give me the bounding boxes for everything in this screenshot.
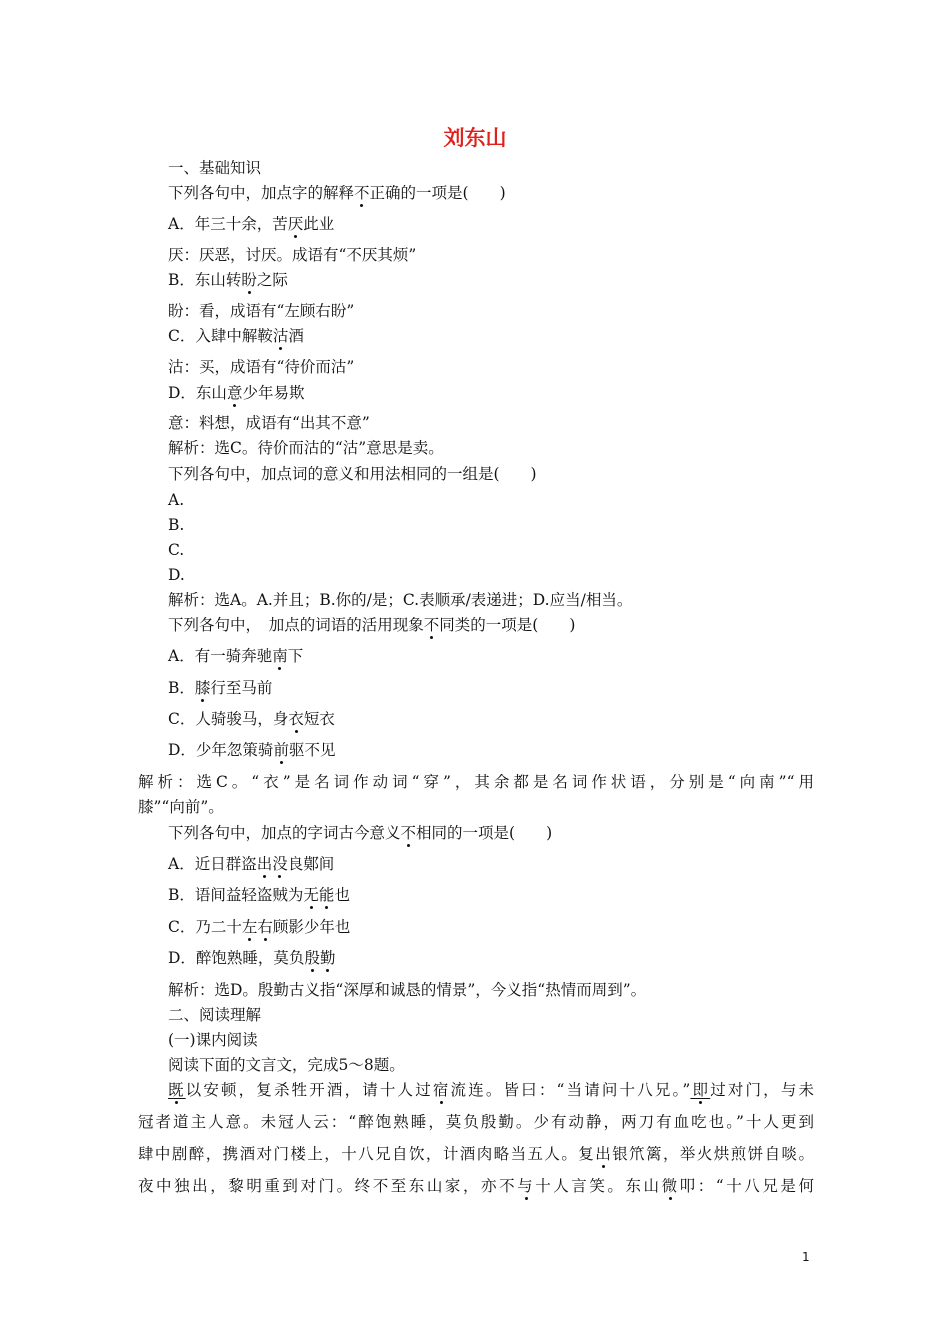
question-2-option-c: C. <box>168 541 185 559</box>
question-3-option-d: D．少年忽策骑前驱不见 <box>168 741 336 759</box>
question-3-answer-line-2: 膝”“向前”。 <box>138 798 224 816</box>
emphasis-dot: 左 <box>241 918 258 936</box>
emphasis-dot: 无 <box>303 886 319 904</box>
question-3-option-b: B．膝行至马前 <box>168 679 273 697</box>
subsection-heading: (一)课内阅读 <box>168 1031 258 1049</box>
emphasis-dot: 殷 <box>304 949 320 967</box>
question-4-option-c: C．乃二十左右顾影少年也 <box>168 918 351 936</box>
passage-line-1: 既以安顿，复杀牲开酒，请十人过宿流连。皆曰：“当请问十八兄。”即过对门，与未 <box>168 1081 814 1099</box>
question-1-option-b: B．东山转盼之际 <box>168 271 288 289</box>
emphasis-dot: 不 <box>423 616 440 634</box>
reading-instruction: 阅读下面的文言文，完成5～8题。 <box>168 1056 405 1074</box>
emphasis-dot: 宿 <box>432 1081 451 1099</box>
emphasis-dot: 与 <box>517 1177 536 1195</box>
question-1-stem: 下列各句中，加点字的解释不正确的一项是( ) <box>168 184 506 202</box>
section-heading-reading: 二、阅读理解 <box>168 1006 262 1024</box>
emphasis-dot: 沽 <box>272 327 289 345</box>
question-1-note-b: 盼：看，成语有“左顾右盼” <box>168 302 355 320</box>
question-1-note-c: 沽：买，成语有“待价而沽” <box>168 358 355 376</box>
question-1-answer: 解析：选C。待价而沽的“沽”意思是卖。 <box>168 439 444 457</box>
question-4-answer: 解析：选D。殷勤古义指“深厚和诚恳的情景”，今义指“热情而周到”。 <box>168 981 647 999</box>
question-2-option-b: B. <box>168 516 185 534</box>
question-4-option-a: A．近日群盗出没良鄚间 <box>168 855 335 873</box>
question-4-stem: 下列各句中，加点的字词古今意义不相同的一项是( ) <box>168 824 553 842</box>
question-3-stem: 下列各句中， 加点的词语的活用现象不同类的一项是( ) <box>168 616 576 634</box>
emphasis-dot: 能 <box>318 886 335 904</box>
emphasis-dot: 厌 <box>287 215 304 233</box>
question-1-option-a: A．年三十余，苦厌此业 <box>168 215 335 233</box>
question-1-option-d: D．东山意少年易欺 <box>168 384 305 402</box>
emphasis-dot: 南 <box>272 647 288 665</box>
underlined-word: 即 <box>690 1081 711 1099</box>
question-1-option-c: C．入肆中解鞍沽酒 <box>168 327 304 345</box>
emphasis-dot: 不 <box>354 184 370 202</box>
emphasis-dot: 意 <box>226 384 243 402</box>
question-3-option-c: C．人骑骏马，身衣短衣 <box>168 710 335 728</box>
emphasis-dot: 没 <box>272 855 288 873</box>
question-2-stem: 下列各句中，加点词的意义和用法相同的一组是( ) <box>168 465 537 483</box>
question-1-note-d: 意：料想，成语有“出其不意” <box>168 414 370 432</box>
emphasis-dot: 勤 <box>319 949 336 967</box>
section-heading-basics: 一、基础知识 <box>168 159 262 177</box>
page-number: 1 <box>802 1250 810 1264</box>
passage-line-3: 肆中剧醉，携酒对门楼上，十八兄自饮，计酒肉略当五人。复出银笊篱，举火烘煎饼自啖。 <box>138 1145 814 1163</box>
passage-line-2: 冠者道主人意。未冠人云：“醉饱熟睡，莫负殷勤。少有动静，两刀有血吃也。”十人更到 <box>138 1113 814 1131</box>
question-3-option-a: A．有一骑奔驰南下 <box>168 647 304 665</box>
question-4-option-b: B．语间益轻盗贼为无能也 <box>168 886 350 904</box>
underlined-word: 既 <box>168 1081 186 1099</box>
question-2-option-a: A. <box>168 491 185 509</box>
emphasis-dot: 不 <box>400 824 417 842</box>
emphasis-dot: 微 <box>661 1177 680 1195</box>
question-2-answer: 解析：选A。A.并且；B.你的/是；C.表顺承/表递进；D.应当/相当。 <box>168 591 633 609</box>
emphasis-dot: 衣 <box>288 710 304 728</box>
emphasis-dot: 膝 <box>194 679 211 697</box>
question-3-answer-line-1: 解析：选C。“衣”是名词作动词“穿”，其余都是名词作状语，分别是“向南”“用 <box>138 773 814 791</box>
emphasis-dot: 右 <box>257 918 273 936</box>
question-2-option-d: D. <box>168 566 185 584</box>
emphasis-dot: 盼 <box>241 271 257 289</box>
emphasis-dot: 前 <box>273 741 289 759</box>
passage-line-4: 夜中独出，黎明重到对门。终不至东山家，亦不与十人言笑。东山微叩：“十八兄是何 <box>138 1177 814 1195</box>
question-1-note-a: 厌：厌恶，讨厌。成语有“不厌其烦” <box>168 246 417 264</box>
emphasis-dot: 出 <box>595 1145 613 1163</box>
question-4-option-d: D．醉饱熟睡，莫负殷勤 <box>168 949 336 967</box>
page-title: 刘东山 <box>443 126 507 150</box>
emphasis-dot: 出 <box>256 855 273 873</box>
